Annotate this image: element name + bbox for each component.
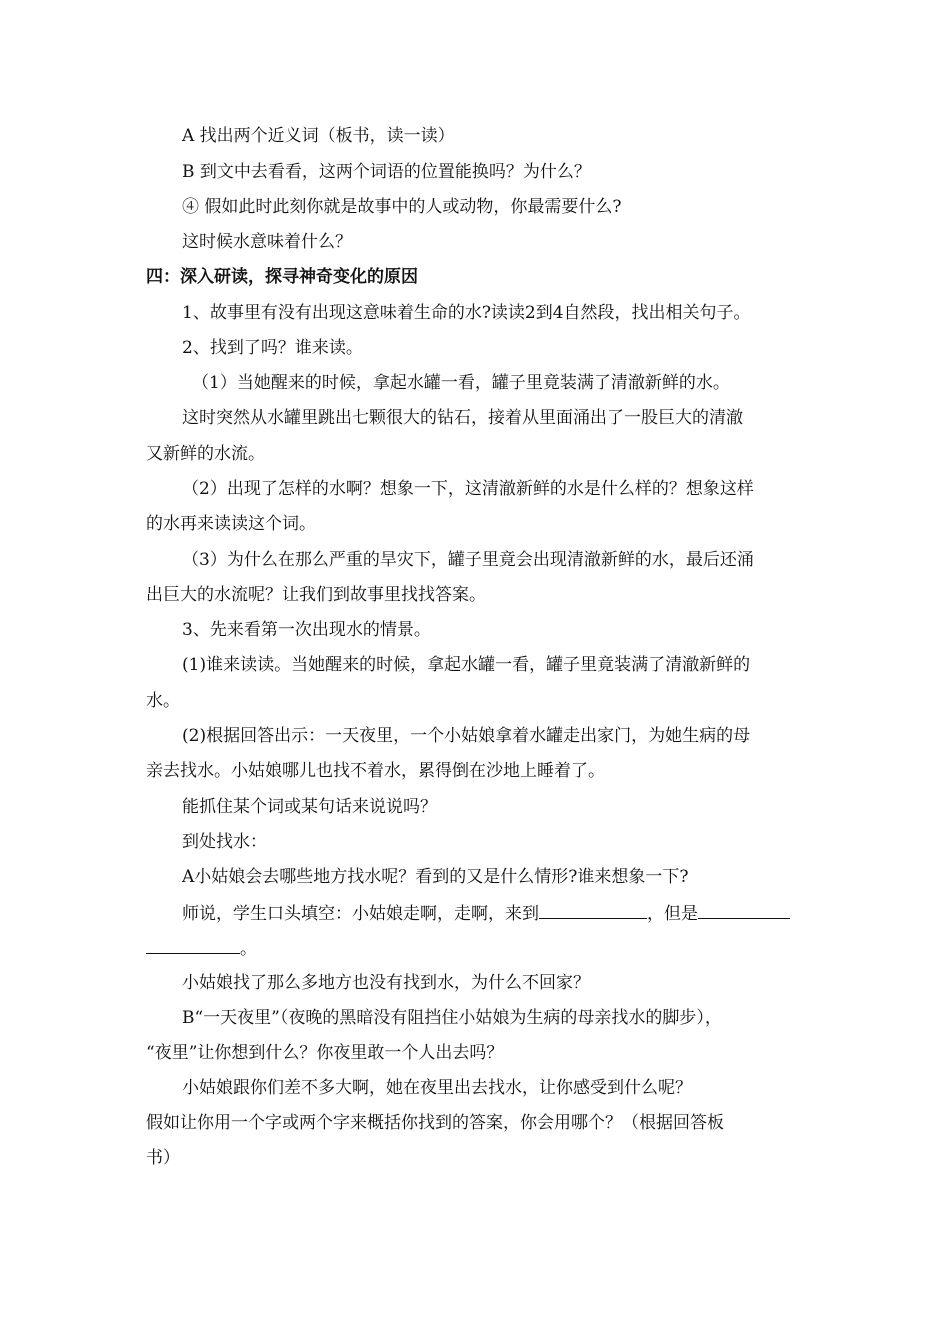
- text-line: 出巨大的水流呢？让我们到故事里找找答案。: [146, 585, 486, 605]
- text-line: （1）当她醒来的时候，拿起水罐一看，罐子里竟装满了清澈新鲜的水。: [192, 373, 730, 393]
- text-line: 小姑娘找了那么多地方也没有找到水，为什么不回家？: [182, 973, 590, 993]
- text-line: B 到文中去看看，这两个词语的位置能换吗？为什么？: [182, 162, 591, 182]
- text-line: A 找出两个近义词（板书，读一读）: [182, 126, 455, 146]
- text-line: 的水再来读读这个词。: [146, 514, 316, 534]
- text-line: 能抓住某个词或某句话来说说吗？: [182, 797, 437, 817]
- text-line: 到处找水：: [182, 832, 267, 852]
- text-line: 这时候水意味着什么？: [182, 232, 352, 252]
- text-line: “夜里”让你想到什么？你夜里敢一个人出去吗？: [146, 1043, 504, 1063]
- text-line: 亲去找水。小姑娘哪儿也找不着水，累得倒在沙地上睡着了。: [146, 761, 605, 781]
- text-line: A小姑娘会去哪些地方找水呢？看到的又是什么情形?谁来想象一下?: [182, 867, 689, 887]
- text-line: 又新鲜的水流。: [146, 444, 265, 464]
- text-line: 1、故事里有没有出现这意味着生命的水?读读2到4自然段，找出相关句子。: [182, 303, 751, 323]
- fill-in-line: [146, 937, 257, 960]
- text-line: (1)谁来读读。当她醒来的时候，拿起水罐一看，罐子里竟装满了清澈新鲜的: [182, 655, 751, 675]
- text-line: （2）出现了怎样的水啊？想象一下，这清澈新鲜的水是什么样的？想象这样: [182, 479, 754, 499]
- text-line: 3、先来看第一次出现水的情景。: [182, 620, 431, 640]
- fill-in-end: 。: [240, 939, 257, 959]
- text-line: B“一天夜里”（夜晚的黑暗没有阻挡住小姑娘为生病的母亲找水的脚步），: [182, 1008, 722, 1028]
- answer-blank: [698, 902, 790, 919]
- fill-in-prompt: 师说，学生口头填空：小姑娘走啊，走啊，来到: [182, 904, 539, 924]
- text-line: 水。: [146, 691, 180, 711]
- text-line: (2)根据回答出示：一天夜里，一个小姑娘拿着水罐走出家门，为她生病的母: [182, 726, 751, 746]
- section-heading: 四：深入研读，探寻神奇变化的原因: [146, 267, 418, 287]
- answer-blank: [146, 937, 240, 954]
- fill-in-line: [182, 902, 790, 925]
- fill-in-middle: ，但是: [647, 904, 698, 924]
- text-line: 书）: [146, 1148, 180, 1168]
- text-line: （3）为什么在那么严重的旱灾下，罐子里竟会出现清澈新鲜的水，最后还涌: [182, 550, 754, 570]
- text-line: ④ 假如此时此刻你就是故事中的人或动物，你最需要什么?: [182, 197, 622, 217]
- text-line: 假如让你用一个字或两个字来概括你找到的答案，你会用哪个？（根据回答板: [146, 1113, 724, 1133]
- text-line: 小姑娘跟你们差不多大啊，她在夜里出去找水，让你感受到什么呢？: [182, 1078, 692, 1098]
- text-line: 2、找到了吗？谁来读。: [182, 338, 363, 358]
- answer-blank: [539, 902, 647, 919]
- text-line: 这时突然从水罐里跳出七颗很大的钻石，接着从里面涌出了一股巨大的清澈: [182, 408, 743, 428]
